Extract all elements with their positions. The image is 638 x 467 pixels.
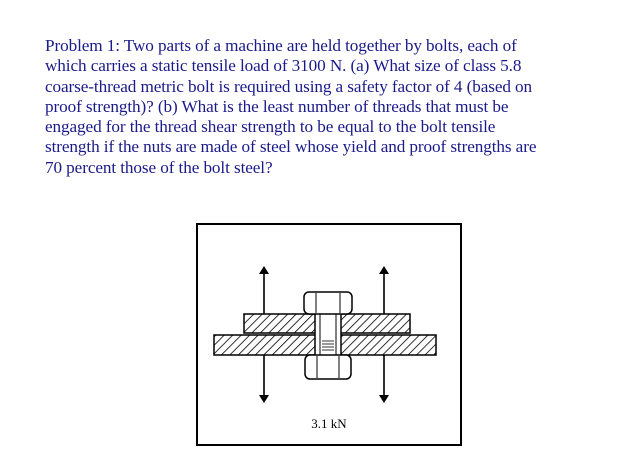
problem-line: strength if the nuts are made of steel whose yield and proof strengths are	[45, 137, 537, 157]
problem-line: 70 percent those of the bolt steel?	[45, 157, 273, 177]
problem-statement	[45, 36, 635, 178]
problem-line: proof strength)? (b) What is the least number of threads that must be	[45, 96, 509, 116]
nut	[305, 355, 351, 379]
problem-line: engaged for the thread shear strength to be equal to the bolt tensile	[45, 117, 496, 137]
problem-line: coarse-thread metric bolt is required using a safety factor of 4 (based on	[45, 76, 533, 96]
bolt-head	[304, 292, 352, 314]
bolt-figure	[196, 223, 462, 446]
problem-line: Problem 1: Two parts of a machine are held together by bolts, each of	[45, 36, 517, 55]
bolt-joint-diagram	[198, 225, 460, 444]
load-label: 3.1 kN	[311, 416, 347, 431]
problem-line: which carries a static tensile load of 3100 N. (a) What size of class 5.8	[45, 56, 522, 76]
bolt-shank	[315, 311, 341, 358]
